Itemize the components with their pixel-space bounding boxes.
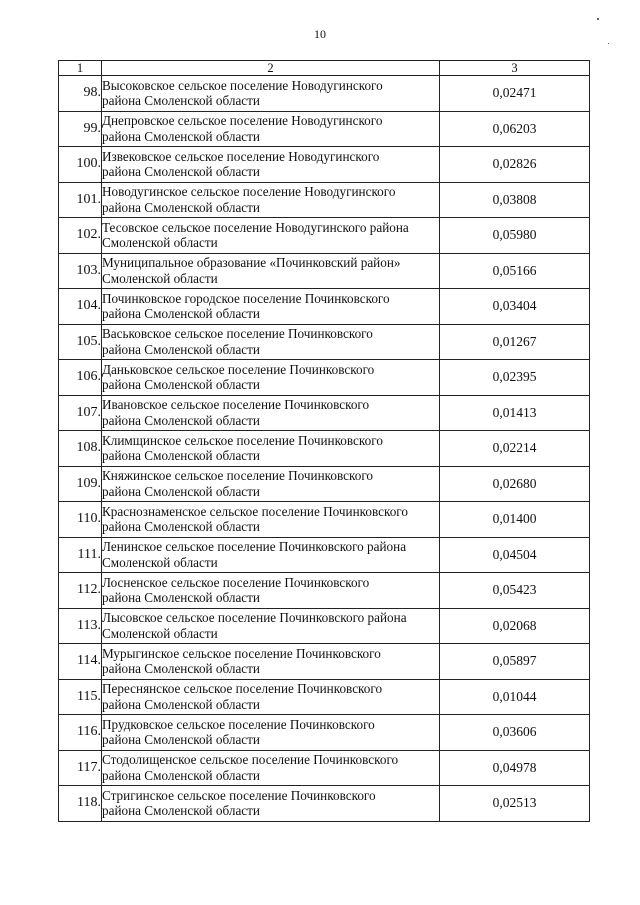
settlement-name: Муниципальное образование «Починковский район» Смоленской области xyxy=(102,253,440,289)
settlement-name: Княжинское сельское поселение Починковского района Смоленской области xyxy=(102,466,440,502)
row-number: 110. xyxy=(59,502,102,538)
table-row xyxy=(59,111,590,147)
row-number: 113. xyxy=(59,608,102,644)
table-row xyxy=(59,786,590,822)
coefficient-value: 0,04978 xyxy=(440,750,590,786)
table-body xyxy=(59,76,590,822)
coefficient-value: 0,02068 xyxy=(440,608,590,644)
coefficient-value: 0,05897 xyxy=(440,644,590,680)
coefficient-value: 0,02513 xyxy=(440,786,590,822)
row-number: 100. xyxy=(59,147,102,183)
row-number: 117. xyxy=(59,750,102,786)
table-row xyxy=(59,147,590,183)
row-number: 112. xyxy=(59,573,102,609)
settlement-name: Переснянское сельское поселение Починковского района Смоленской области xyxy=(102,679,440,715)
header-col-1: 1 xyxy=(59,61,102,76)
settlement-name: Лосненское сельское поселение Починковского района Смоленской области xyxy=(102,573,440,609)
header-col-3: 3 xyxy=(440,61,590,76)
settlement-name: Стригинское сельское поселение Починковского района Смоленской области xyxy=(102,786,440,822)
settlement-name: Новодугинское сельское поселение Новодугинского района Смоленской области xyxy=(102,182,440,218)
row-number: 108. xyxy=(59,431,102,467)
settlement-name: Ленинское сельское поселение Починковского района Смоленской области xyxy=(102,537,440,573)
scan-speck xyxy=(597,18,599,20)
settlement-name: Краснознаменское сельское поселение Починковского района Смоленской области xyxy=(102,502,440,538)
coefficient-value: 0,03808 xyxy=(440,182,590,218)
table-header xyxy=(59,61,590,76)
table-row xyxy=(59,679,590,715)
table-row xyxy=(59,253,590,289)
coefficient-value: 0,02471 xyxy=(440,76,590,112)
settlement-name: Днепровское сельское поселение Новодугинского района Смоленской области xyxy=(102,111,440,147)
row-number: 104. xyxy=(59,289,102,325)
coefficient-value: 0,01400 xyxy=(440,502,590,538)
coefficient-value: 0,05166 xyxy=(440,253,590,289)
settlement-name: Васьковское сельское поселение Починковского района Смоленской области xyxy=(102,324,440,360)
data-table xyxy=(58,60,590,822)
settlement-name: Стодолищенское сельское поселение Починковского района Смоленской области xyxy=(102,750,440,786)
table-row xyxy=(59,466,590,502)
coefficient-value: 0,03404 xyxy=(440,289,590,325)
settlement-name: Ивановское сельское поселение Починковского района Смоленской области xyxy=(102,395,440,431)
page-number: 10 xyxy=(314,27,326,41)
header-row xyxy=(59,61,590,76)
table-row xyxy=(59,324,590,360)
table-row xyxy=(59,750,590,786)
coefficient-value: 0,02680 xyxy=(440,466,590,502)
row-number: 115. xyxy=(59,679,102,715)
scan-speck xyxy=(608,43,609,44)
row-number: 99. xyxy=(59,111,102,147)
table-row xyxy=(59,76,590,112)
table-row xyxy=(59,644,590,680)
coefficient-value: 0,04504 xyxy=(440,537,590,573)
coefficient-value: 0,05980 xyxy=(440,218,590,254)
row-number: 114. xyxy=(59,644,102,680)
row-number: 111. xyxy=(59,537,102,573)
settlement-name: Даньковское сельское поселение Починковского района Смоленской области xyxy=(102,360,440,396)
table-row xyxy=(59,715,590,751)
coefficient-value: 0,02214 xyxy=(440,431,590,467)
table-row xyxy=(59,289,590,325)
row-number: 109. xyxy=(59,466,102,502)
row-number: 102. xyxy=(59,218,102,254)
row-number: 107. xyxy=(59,395,102,431)
row-number: 103. xyxy=(59,253,102,289)
settlement-name: Тесовское сельское поселение Новодугинского района Смоленской области xyxy=(102,218,440,254)
coefficient-value: 0,02826 xyxy=(440,147,590,183)
coefficient-value: 0,03606 xyxy=(440,715,590,751)
settlement-name: Климщинское сельское поселение Починковского района Смоленской области xyxy=(102,431,440,467)
header-col-2: 2 xyxy=(102,61,440,76)
coefficient-value: 0,06203 xyxy=(440,111,590,147)
table-row xyxy=(59,573,590,609)
table-row xyxy=(59,431,590,467)
settlement-name: Лысовское сельское поселение Починковского района Смоленской области xyxy=(102,608,440,644)
coefficient-value: 0,01413 xyxy=(440,395,590,431)
table-row xyxy=(59,182,590,218)
coefficient-value: 0,01267 xyxy=(440,324,590,360)
coefficient-value: 0,02395 xyxy=(440,360,590,396)
coefficient-value: 0,01044 xyxy=(440,679,590,715)
table-row xyxy=(59,537,590,573)
row-number: 101. xyxy=(59,182,102,218)
table-row xyxy=(59,218,590,254)
row-number: 105. xyxy=(59,324,102,360)
row-number: 118. xyxy=(59,786,102,822)
table-row xyxy=(59,502,590,538)
settlement-name: Высоковское сельское поселение Новодугинского района Смоленской области xyxy=(102,76,440,112)
settlement-name: Прудковское сельское поселение Починковского района Смоленской области xyxy=(102,715,440,751)
table-row xyxy=(59,395,590,431)
coefficient-value: 0,05423 xyxy=(440,573,590,609)
row-number: 116. xyxy=(59,715,102,751)
settlement-name: Починковское городское поселение Починковского района Смоленской области xyxy=(102,289,440,325)
table-row xyxy=(59,608,590,644)
row-number: 98. xyxy=(59,76,102,112)
settlement-name: Извековское сельское поселение Новодугинского района Смоленской области xyxy=(102,147,440,183)
row-number: 106. xyxy=(59,360,102,396)
settlement-name: Мурыгинское сельское поселение Починковского района Смоленской области xyxy=(102,644,440,680)
table-row xyxy=(59,360,590,396)
